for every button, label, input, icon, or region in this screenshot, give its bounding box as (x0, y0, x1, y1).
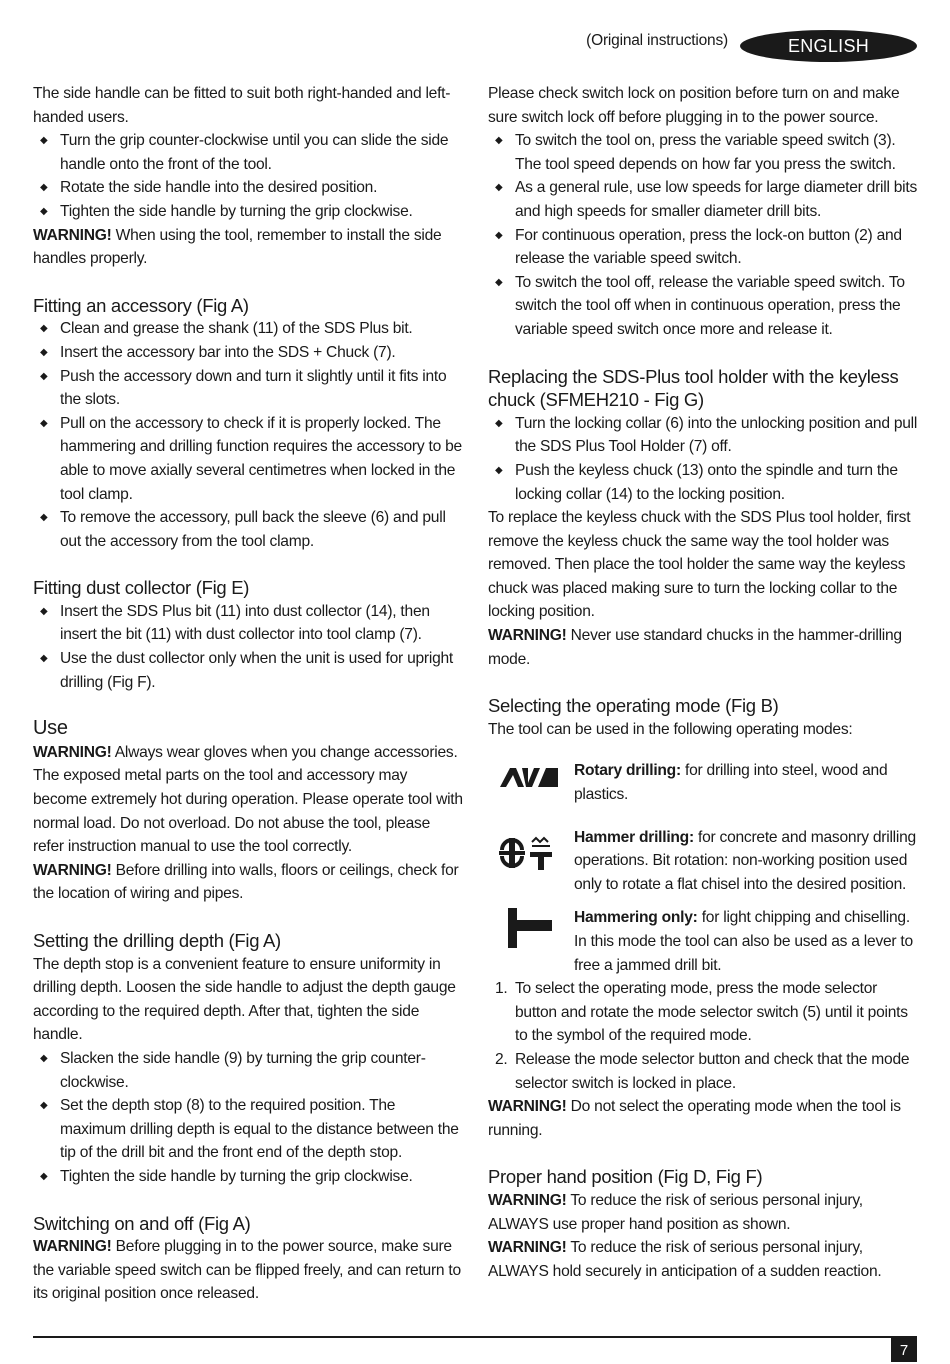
list-item: ◆ Slacken the side handle (9) by turning the grip counter-clockwise. (33, 1047, 463, 1094)
section-heading-keyless-chuck: Replacing the SDS-Plus tool holder with the keyless chuck (SFMEH210 - Fig G) (488, 365, 899, 411)
rotary-drilling-icon (498, 765, 560, 791)
list-item: ◆ To switch the tool on, press the variable speed switch (3). The tool speed depends on how far you press the switch. (488, 129, 918, 176)
left-column (33, 82, 463, 1306)
mode-hammering-only (488, 906, 918, 977)
list-item: ◆ As a general rule, use low speeds for large diameter drill bits and high speeds for smaller diameter drill bits. (488, 176, 918, 223)
footer-rule (33, 1336, 917, 1338)
warning-label: WARNING! (33, 226, 112, 244)
list-item: ◆ Use the dust collector only when the unit is used for upright drilling (Fig F). (33, 647, 463, 694)
warning-text: Before drilling into walls, floors or ceilings, check for the location of wiring and pipes. (33, 861, 459, 903)
warning-label: WARNING! (488, 1098, 567, 1116)
side-handle-bullets (33, 129, 463, 223)
use-warning-wiring (33, 859, 463, 906)
accessory-bullets (33, 317, 463, 553)
list-item: ◆ Pull on the accessory to check if it is properly locked. The hammering and drilling function requires the accessory to be able to move axially several centimetres when locked in the tool clamp. (33, 412, 463, 506)
warning-text: Do not select the operating mode when the tool is running. (488, 1098, 901, 1139)
list-item: ◆ For continuous operation, press the lock-on button (2) and release the variable speed switch. (488, 224, 918, 271)
mode-title: Hammer drilling: (574, 828, 694, 846)
list-item: ◆ Tighten the side handle by turning the grip clockwise. (33, 1165, 463, 1189)
list-item: ◆ Set the depth stop (8) to the required position. The maximum drilling depth is equal to the distance between the tip of the drill bit and the front end of the depth stop. (33, 1094, 463, 1165)
warning-label: WARNING! (33, 861, 112, 879)
list-item: ◆ Turn the locking collar (6) into the unlocking position and pull the SDS Plus Tool Holder (7) off. (488, 412, 918, 459)
section-heading-use: Use (33, 717, 68, 740)
step-text: To select the operating mode, press the mode selector button and rotate the mode selector switch (5) until it points to the symbol of the required mode. (515, 980, 908, 1045)
mode-text: for concrete and masonry drilling operations. Bit rotation: non-working position used only to rotate a flat chisel into the desired position. (574, 828, 916, 893)
warning-text: To reduce the risk of serious personal injury, ALWAYS use proper hand position as shown. (488, 1191, 863, 1233)
mode-text: for light chipping and chiselling. In this mode the tool can also be used as a lever to free a jammed drill bit. (574, 909, 913, 974)
drilling-depth-bullets (33, 1047, 463, 1189)
mode-steps (488, 977, 918, 1095)
mode-title: Rotary drilling: (574, 762, 681, 780)
side-handle-warning (33, 224, 463, 271)
keyless-chuck-bullets (488, 412, 918, 506)
section-heading-switching: Switching on and off (Fig A) (33, 1212, 251, 1234)
warning-label: WARNING! (33, 1238, 112, 1256)
drilling-depth-text: The depth stop is a convenient feature to ensure uniformity in drilling depth. Loosen the side handle to adjust the depth gauge according to the required depth. After that, tighten the side handle. (33, 955, 456, 1044)
warning-text: When using the tool, remember to install the side handles properly. (33, 226, 442, 268)
switching-bullets (488, 129, 918, 341)
list-item: ◆ To switch the tool off, release the variable speed switch. To switch the tool off when in continuous operation, press the variable speed switch once more and release it. (488, 271, 918, 342)
operating-mode-intro: The tool can be used in the following operating modes: (488, 720, 853, 738)
use-warning-gloves (33, 741, 463, 859)
switch-lock-intro: Please check switch lock on position before turn on and make sure switch lock off before plugging in to the power source. (488, 85, 900, 126)
language-badge: ENGLISH (740, 30, 917, 62)
warning-text: Before plugging in to the power source, make sure the variable speed switch can be flipped freely, and can return to its original position once released. (33, 1238, 461, 1303)
step-text: Release the mode selector button and check that the mode selector switch is locked in place. (515, 1050, 910, 1092)
page-number: 7 (891, 1338, 917, 1362)
list-item: ◆ Rotate the side handle into the desired position. (33, 176, 463, 200)
section-heading-hand-position: Proper hand position (Fig D, Fig F) (488, 1166, 763, 1188)
warning-label: WARNING! (488, 627, 567, 645)
list-item: ◆ Clean and grease the shank (11) of the SDS Plus bit. (33, 317, 463, 341)
list-item: ◆ Turn the grip counter-clockwise until you can slide the side handle onto the front of the tool. (33, 129, 463, 176)
mode-description (574, 826, 918, 897)
dust-collector-bullets (33, 600, 463, 694)
section-heading-drilling-depth: Setting the drilling depth (Fig A) (33, 930, 281, 951)
list-item: ◆ Push the accessory down and turn it slightly until it fits into the slots. (33, 365, 463, 412)
warning-label: WARNING! (488, 1191, 567, 1209)
mode-description (574, 759, 918, 806)
keyless-chuck-text: To replace the keyless chuck with the SDS Plus tool holder, first remove the keyless chuck the same way the tool holder was removed. Then place the tool holder the same way the keyless chuck was placed making sure to turn the locking collar to the locking position. (488, 509, 911, 621)
warning-label: WARNING! (33, 743, 112, 761)
mode-rotary-drilling (488, 759, 918, 806)
list-item: ◆ Tighten the side handle by turning the grip clockwise. (33, 200, 463, 224)
list-item (488, 977, 918, 1048)
list-item: ◆ Insert the SDS Plus bit (11) into dust collector (14), then insert the bit (11) with dust collector into tool clamp (7). (33, 600, 463, 647)
section-heading-dust-collector: Fitting dust collector (Fig E) (33, 577, 250, 599)
hammer-drilling-icon (498, 832, 558, 872)
mode-description (574, 906, 918, 977)
list-item (488, 1048, 918, 1095)
hand-position-warning-1 (488, 1189, 918, 1236)
warning-text: Always wear gloves when you change accessories. The exposed metal parts on the tool and accessory may become extremely hot during operation. Please operate tool with normal load. Do not overload. Do not abuse the tool, please refer instruction manual to use the tool correctly. (33, 743, 463, 856)
warning-text: Never use standard chucks in the hammer-drilling mode. (488, 627, 902, 668)
list-item: ◆ Push the keyless chuck (13) onto the spindle and turn the locking collar (14) to the locking position. (488, 459, 918, 506)
original-instructions-note: (Original instructions) (586, 32, 728, 49)
step-number: 1. (495, 980, 508, 998)
right-column (488, 82, 918, 1283)
hammering-only-icon (498, 906, 554, 950)
section-heading-accessory: Fitting an accessory (Fig A) (33, 294, 249, 316)
warning-text: To reduce the risk of serious personal injury, ALWAYS hold securely in anticipation of a sudden reaction. (488, 1239, 882, 1280)
step-number: 2. (495, 1050, 508, 1068)
switching-warning (33, 1235, 463, 1306)
mode-hammer-drilling (488, 826, 918, 897)
list-item: ◆ Insert the accessory bar into the SDS + Chuck (7). (33, 341, 463, 365)
section-heading-operating-mode: Selecting the operating mode (Fig B) (488, 695, 779, 717)
hand-position-warning-2 (488, 1236, 918, 1283)
operating-mode-warning (488, 1095, 918, 1142)
warning-label: WARNING! (488, 1239, 567, 1257)
side-handle-intro: The side handle can be fitted to suit both right-handed and left-handed users. (33, 85, 451, 126)
list-item: ◆ To remove the accessory, pull back the sleeve (6) and pull out the accessory from the tool clamp. (33, 506, 463, 553)
mode-text: for drilling into steel, wood and plastics. (574, 762, 888, 804)
keyless-chuck-warning (488, 624, 918, 671)
mode-title: Hammering only: (574, 909, 698, 927)
